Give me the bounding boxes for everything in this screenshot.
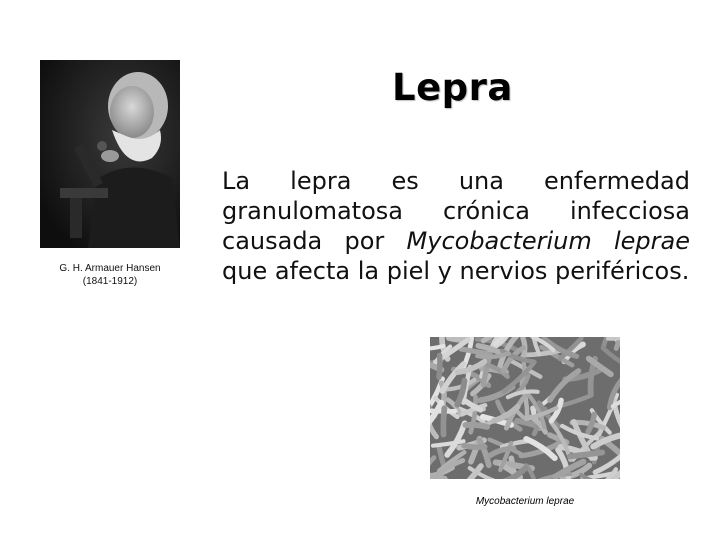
slide-body-text (222, 166, 690, 286)
body-text-end: que afecta la piel y nervios periféricos. (222, 257, 690, 285)
bacillus-shape (570, 453, 602, 457)
micrograph-caption: Mycobacterium leprae (475, 496, 575, 507)
portrait-caption-name: G. H. Armauer Hansen (59, 263, 161, 274)
body-text-species: Mycobacterium leprae (406, 227, 690, 255)
mycobacterium-micrograph-image (430, 337, 620, 479)
bacillus-shape (608, 337, 620, 341)
portrait-caption-years: (1841-1912) (82, 276, 138, 287)
bacillus-shape (439, 355, 440, 377)
bacillus-shape (443, 408, 444, 435)
hansen-portrait-image (40, 60, 180, 248)
portrait-caption (40, 262, 180, 288)
bacillus-shape (464, 446, 485, 448)
bacillus-shape (466, 424, 488, 427)
body-text-start: La lepra es una enfermedad granulomatosa crónica infecciosa causada por (222, 167, 690, 255)
slide-title: Lepra (392, 66, 513, 109)
